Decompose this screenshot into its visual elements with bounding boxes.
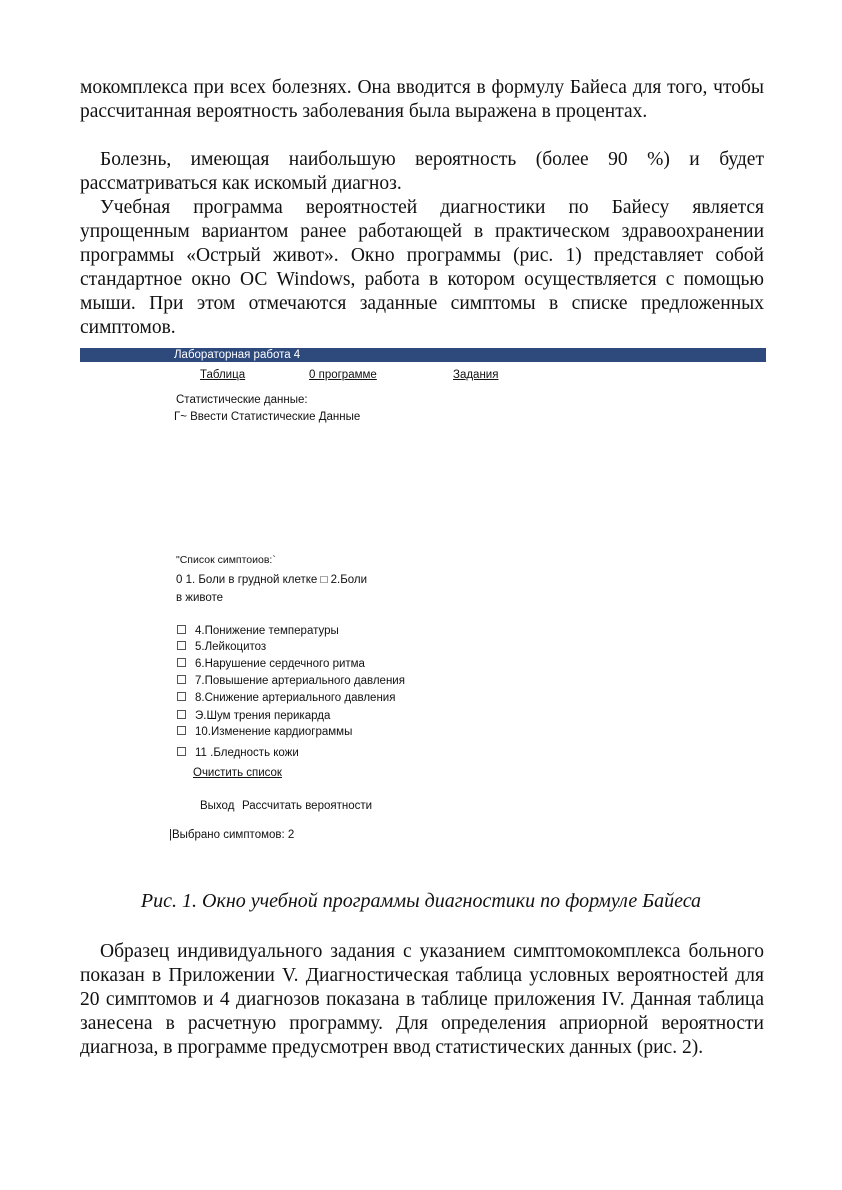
checkbox[interactable] (177, 710, 186, 719)
symptom-label: Э.Шум трения перикарда (195, 710, 331, 722)
paragraph-program: Учебная программа вероятностей диагностики по Байесу является упрощенным вариантом ранее работающей в практическом здравоохранении программы «Острый живот». Окно программы (рис. 1) представляет собой стандартное окно ОС Windows, работа в котором осуществляется с помощью мыши. При этом отмечаются заданные симптомы в списке предложенных симптомов. (80, 197, 764, 338)
symptom-label: 8.Снижение артериального давления (195, 692, 396, 704)
exit-button[interactable]: Выход (200, 800, 235, 812)
checkbox[interactable] (177, 625, 186, 634)
window-titlebar (80, 348, 766, 362)
symptom-first-line-cont: в животе (176, 592, 224, 604)
paragraph-diagnosis: Болезнь, имеющая наибольшую вероятность (более 90 %) и будет рассматриваться как искомый диагноз. (80, 149, 764, 194)
symptom-label: 7.Повышение артериального давления (195, 675, 405, 687)
symptom-label: 11 .Бледность кожи (195, 747, 299, 759)
calculate-button[interactable]: Рассчитать вероятности (242, 800, 373, 812)
checkbox[interactable] (177, 641, 186, 650)
menu-table[interactable]: Таблица (200, 369, 246, 381)
symptom-item[interactable] (177, 747, 299, 759)
window-title: Лабораторная работа 4 (174, 349, 301, 361)
clear-list-button[interactable]: Очистить список (193, 767, 282, 779)
symptom-item[interactable] (177, 658, 365, 670)
checkbox[interactable] (177, 726, 186, 735)
symptom-label: 10.Изменение кардиограммы (195, 726, 353, 738)
symptom-item[interactable] (177, 692, 395, 704)
stats-option[interactable]: Г~ Ввести Статистические Данные (174, 411, 361, 423)
symptom-first-line[interactable]: 0 1. Боли в грудной клетке □ 2.Боли (176, 574, 368, 586)
symptom-label: 6.Нарушение сердечного ритма (195, 658, 365, 670)
symptom-label: 4.Понижение температуры (195, 625, 339, 637)
menu-tasks[interactable]: Задания (453, 369, 499, 381)
figure-caption: Рис. 1. Окно учебной программы диагностики по формуле Байеса (140, 890, 702, 912)
checkbox[interactable] (177, 692, 186, 701)
symptoms-label: "Список симптоиов:` (176, 554, 276, 566)
symptom-item[interactable] (177, 641, 266, 653)
symptom-item[interactable] (177, 625, 339, 637)
checkbox[interactable] (177, 675, 186, 684)
menu-about[interactable]: 0 программе (309, 369, 377, 381)
stats-label: Статистические данные: (176, 394, 308, 406)
symptom-item[interactable] (177, 710, 330, 722)
status-bar: |Выбрано симптомов: 2 (169, 829, 295, 841)
checkbox[interactable] (177, 658, 186, 667)
symptom-label: 5.Лейкоцитоз (195, 641, 267, 653)
paragraph-intro: мокомплекса при всех болезнях. Она вводится в формулу Байеса для того, чтобы рассчитанная вероятность заболевания была выражена в процентах. (80, 77, 764, 122)
symptom-item[interactable] (177, 726, 352, 738)
symptom-item[interactable] (177, 675, 405, 687)
paragraph-task: Образец индивидуального задания с указанием симптомокомплекса больного показан в Приложении V. Диагностическая таблица условных вероятностей для 20 симптомов и 4 диагнозов показана в таблице приложения IV. Данная таблица занесена в расчетную программу. Для определения априорной вероятности диагноза, в программе предусмотрен ввод статистических данных (рис. 2). (80, 941, 764, 1058)
program-window-screenshot (80, 348, 766, 848)
checkbox[interactable] (177, 747, 186, 756)
